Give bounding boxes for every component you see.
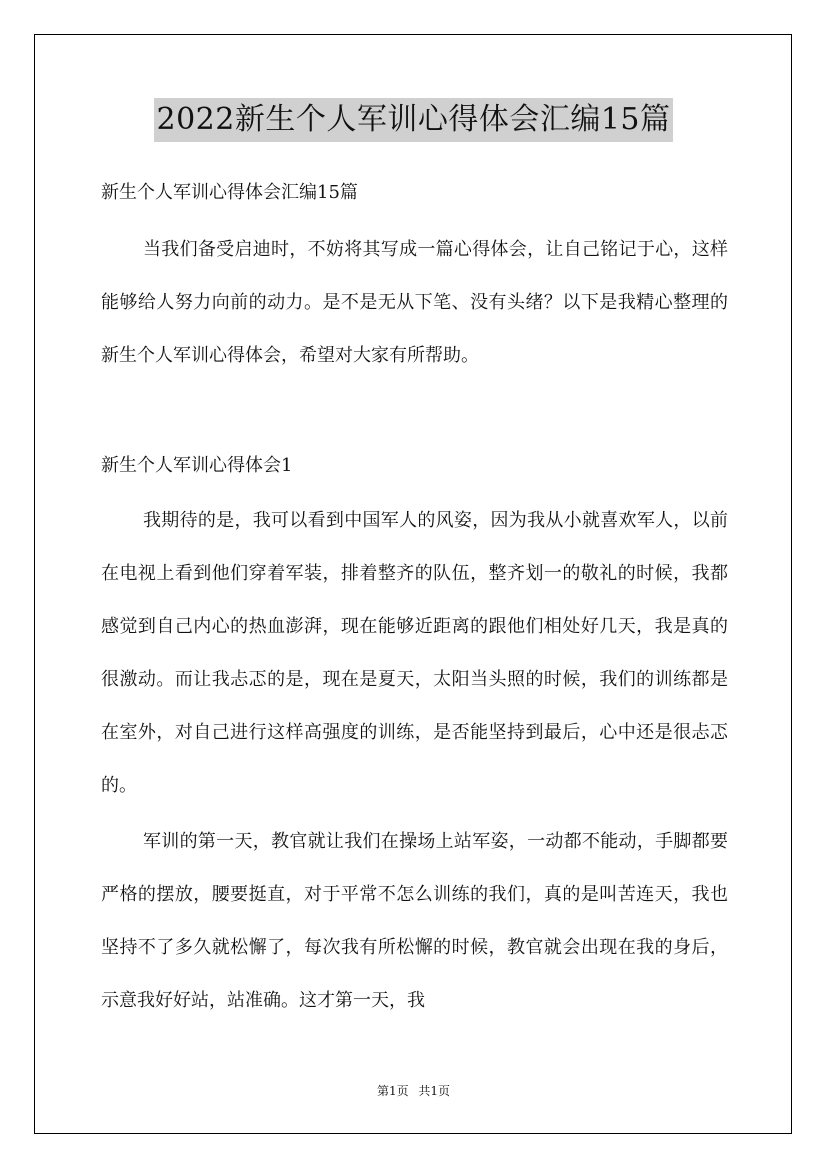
body-paragraph: 我期待的是，我可以看到中国军人的风姿，因为我从小就喜欢军人，以前在电视上看到他们穿着军装，排着整齐的队伍，整齐划一的敬礼的时候，我都感觉到自己内心的热血澎湃，现在能够近距离的跟他们相处好几天，我是真的很激动。而让我忐忑的是，现在是夏天，太阳当头照的时候，我们的训练都是在室外，对自己进行这样高强度的训练，是否能坚持到最后，心中还是很忐忑的。: [101, 510, 728, 796]
intro-paragraph: 当我们备受启迪时，不妨将其写成一篇心得体会，让自己铭记于心，这样能够给人努力向前的动力。是不是无从下笔、没有头绪？以下是我精心整理的新生个人军训心得体会，希望对大家有所帮助。: [101, 239, 728, 366]
document-title: 2022新生个人军训心得体会汇编15篇: [154, 98, 672, 142]
body-paragraph: 军训的第一天，教官就让我们在操场上站军姿，一动都不能动，手脚都要严格的摆放，腰要挺直，对于平常不怎么训练的我们，真的是叫苦连天，我也坚持不了多久就松懈了，每次我有所松懈的时候，教官就会出现在我的身后，示意我好好站，站准确。这才第一天，我: [101, 831, 728, 1011]
document-subtitle: 新生个人军训心得体会汇编15篇: [101, 182, 358, 203]
page-total: 共1页: [418, 1084, 451, 1098]
page-number: 第1页: [376, 1084, 409, 1098]
section-heading: 新生个人军训心得体会1: [101, 455, 293, 476]
title-container: [0, 98, 827, 142]
page-footer: [0, 1082, 827, 1100]
